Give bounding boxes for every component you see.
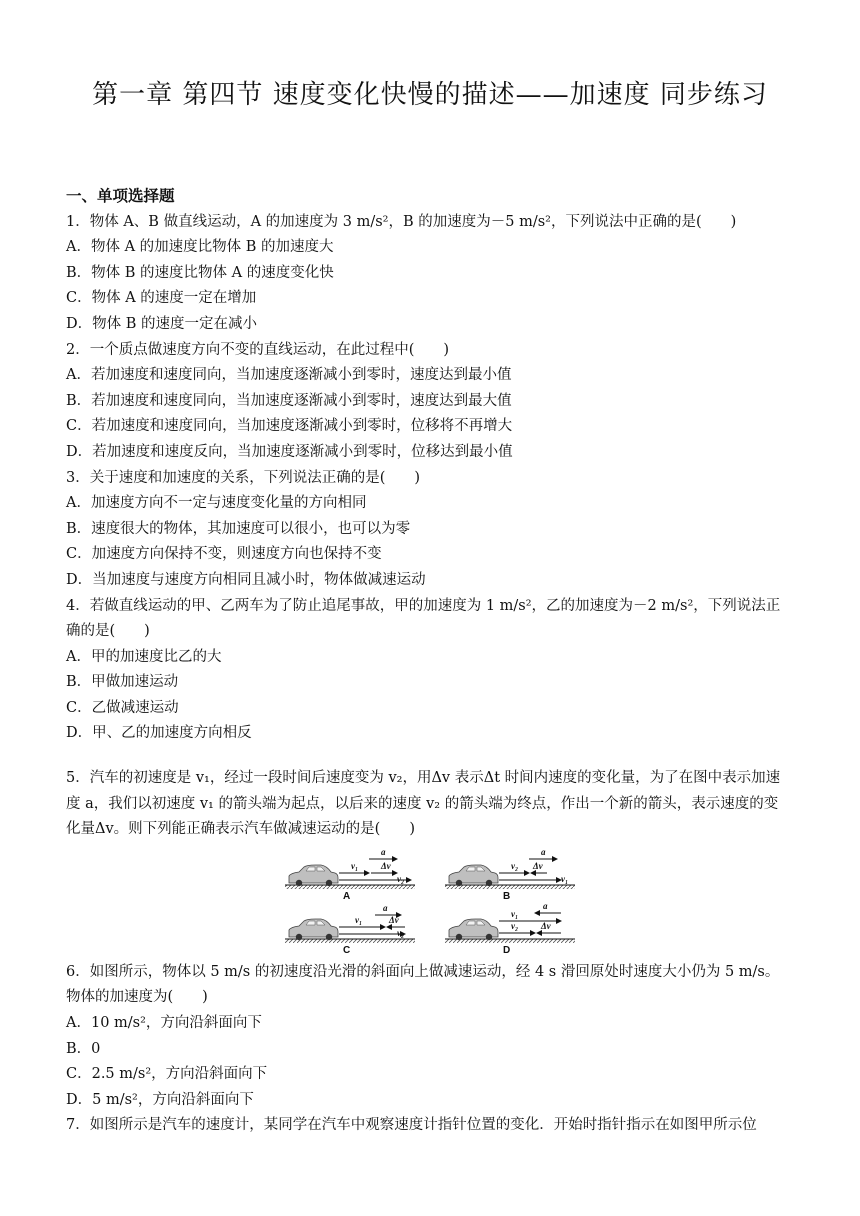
label-v1: v₁ — [355, 914, 363, 925]
label-dv: Δv — [533, 860, 543, 871]
q4-option-d: D．甲、乙的加速度方向相反 — [66, 725, 252, 742]
q2-option-d: D．若加速度和速度反向，当加速度逐渐减小到零时，位移达到最小值 — [66, 443, 513, 460]
label-v2: v₂ — [397, 927, 405, 938]
label-a: a — [541, 846, 546, 857]
panel-label-c: C — [343, 944, 351, 956]
label-v2: v₂ — [511, 860, 519, 871]
label-dv: Δv — [541, 920, 551, 931]
q4-stem-line2: 确的是( ) — [66, 623, 150, 640]
q6-stem-line2: 物体的加速度为( ) — [66, 989, 208, 1006]
label-v1: v₁ — [351, 860, 359, 871]
q1-option-d: D．物体 B 的速度一定在减小 — [66, 315, 257, 332]
q5-stem-line2: 度 a，我们以初速度 v₁ 的箭头端为起点，以后来的速度 v₂ 的箭头端为终点，作出一个新的箭头，表示速度的变 — [66, 795, 779, 812]
q3-option-a: A．加速度方向不一定与速度变化量的方向相同 — [66, 495, 367, 512]
q3-option-b: B．速度很大的物体，其加速度可以很小，也可以为零 — [66, 520, 411, 537]
q4-option-b: B．甲做加速运动 — [66, 674, 179, 691]
q5-figure — [285, 846, 575, 957]
section-heading: 一、单项选择题 — [66, 187, 175, 205]
q3-option-c: C．加速度方向保持不变，则速度方向也保持不变 — [66, 546, 382, 563]
label-a: a — [383, 902, 388, 913]
car-icon — [449, 919, 498, 940]
q6-option-b: B．0 — [66, 1040, 101, 1057]
content — [66, 184, 800, 1139]
q6-option-c: C．2.5 m/s²，方向沿斜面向下 — [66, 1066, 268, 1083]
panel-label-a: A — [343, 890, 351, 902]
q2-option-c: C．若加速度和速度同向，当加速度逐渐减小到零时，位移将不再增大 — [66, 418, 513, 435]
q1-option-a: A．物体 A 的加速度比物体 B 的加速度大 — [66, 239, 334, 256]
q4-stem-line1: 4．若做直线运动的甲、乙两车为了防止追尾事故，甲的加速度为 1 m/s²，乙的加速度为－2 m/s²，下列说法正 — [66, 597, 781, 614]
questions-6-7 — [66, 960, 800, 1139]
label-v2: v₂ — [397, 873, 405, 884]
label-dv: Δv — [381, 860, 391, 871]
q5-stem-line3: 化量Δv。则下列能正确表示汽车做减速运动的是( ) — [66, 821, 415, 838]
panel-label-b: B — [503, 890, 511, 902]
label-a: a — [543, 900, 548, 911]
q7-stem-line1: 7．如图所示是汽车的速度计，某同学在汽车中观察速度计指针位置的变化．开始时指针指示在如图甲所示位 — [66, 1117, 757, 1134]
page-title: 第一章 第四节 速度变化快慢的描述——加速度 同步练习 — [92, 80, 768, 110]
label-dv: Δv — [389, 914, 399, 925]
q3-stem: 3．关于速度和加速度的关系，下列说法正确的是( ) — [66, 469, 421, 486]
q1-stem: 1．物体 A、B 做直线运动，A 的加速度为 3 m/s²，B 的加速度为－5 m/s²，下列说法中正确的是( ) — [66, 213, 737, 230]
question-5 — [66, 766, 800, 843]
q2-stem: 2．一个质点做速度方向不变的直线运动，在此过程中( ) — [66, 341, 450, 358]
questions-1-4 — [66, 210, 800, 747]
q4-option-c: C．乙做减速运动 — [66, 699, 179, 716]
label-v1: v₁ — [561, 873, 569, 884]
q6-option-a: A．10 m/s²，方向沿斜面向下 — [66, 1015, 262, 1032]
q1-option-b: B．物体 B 的速度比物体 A 的速度变化快 — [66, 264, 334, 281]
q3-option-d: D．当加速度与速度方向相同且减小时，物体做减速运动 — [66, 571, 426, 588]
label-v1: v₁ — [511, 908, 519, 919]
q1-option-c: C．物体 A 的速度一定在增加 — [66, 290, 257, 307]
panel-label-d: D — [503, 944, 511, 956]
panel-b — [445, 859, 575, 889]
q5-figure-drawing — [285, 851, 575, 957]
panel-d — [445, 913, 575, 943]
q5-stem-line1: 5．汽车的初速度是 v₁，经过一段时间后速度变为 v₂，用Δv 表示Δt 时间内速度的变化量，为了在图中表示加速 — [66, 770, 781, 787]
q6-stem-line1: 6．如图所示，物体以 5 m/s 的初速度沿光滑的斜面向上做减速运动，经 4 s 滑回原处时速度大小仍为 5 m/s。 — [66, 963, 780, 980]
q6-option-d: D．5 m/s²，方向沿斜面向下 — [66, 1091, 254, 1108]
label-v2: v₂ — [511, 920, 519, 931]
car-icon — [289, 919, 338, 940]
panel-a — [285, 859, 415, 889]
q4-option-a: A．甲的加速度比乙的大 — [66, 648, 222, 665]
car-icon — [449, 865, 498, 886]
q2-option-a: A．若加速度和速度同向，当加速度逐渐减小到零时，速度达到最小值 — [66, 367, 512, 384]
label-a: a — [381, 846, 386, 857]
q2-option-b: B．若加速度和速度同向，当加速度逐渐减小到零时，速度达到最大值 — [66, 392, 512, 409]
car-icon — [289, 865, 338, 886]
